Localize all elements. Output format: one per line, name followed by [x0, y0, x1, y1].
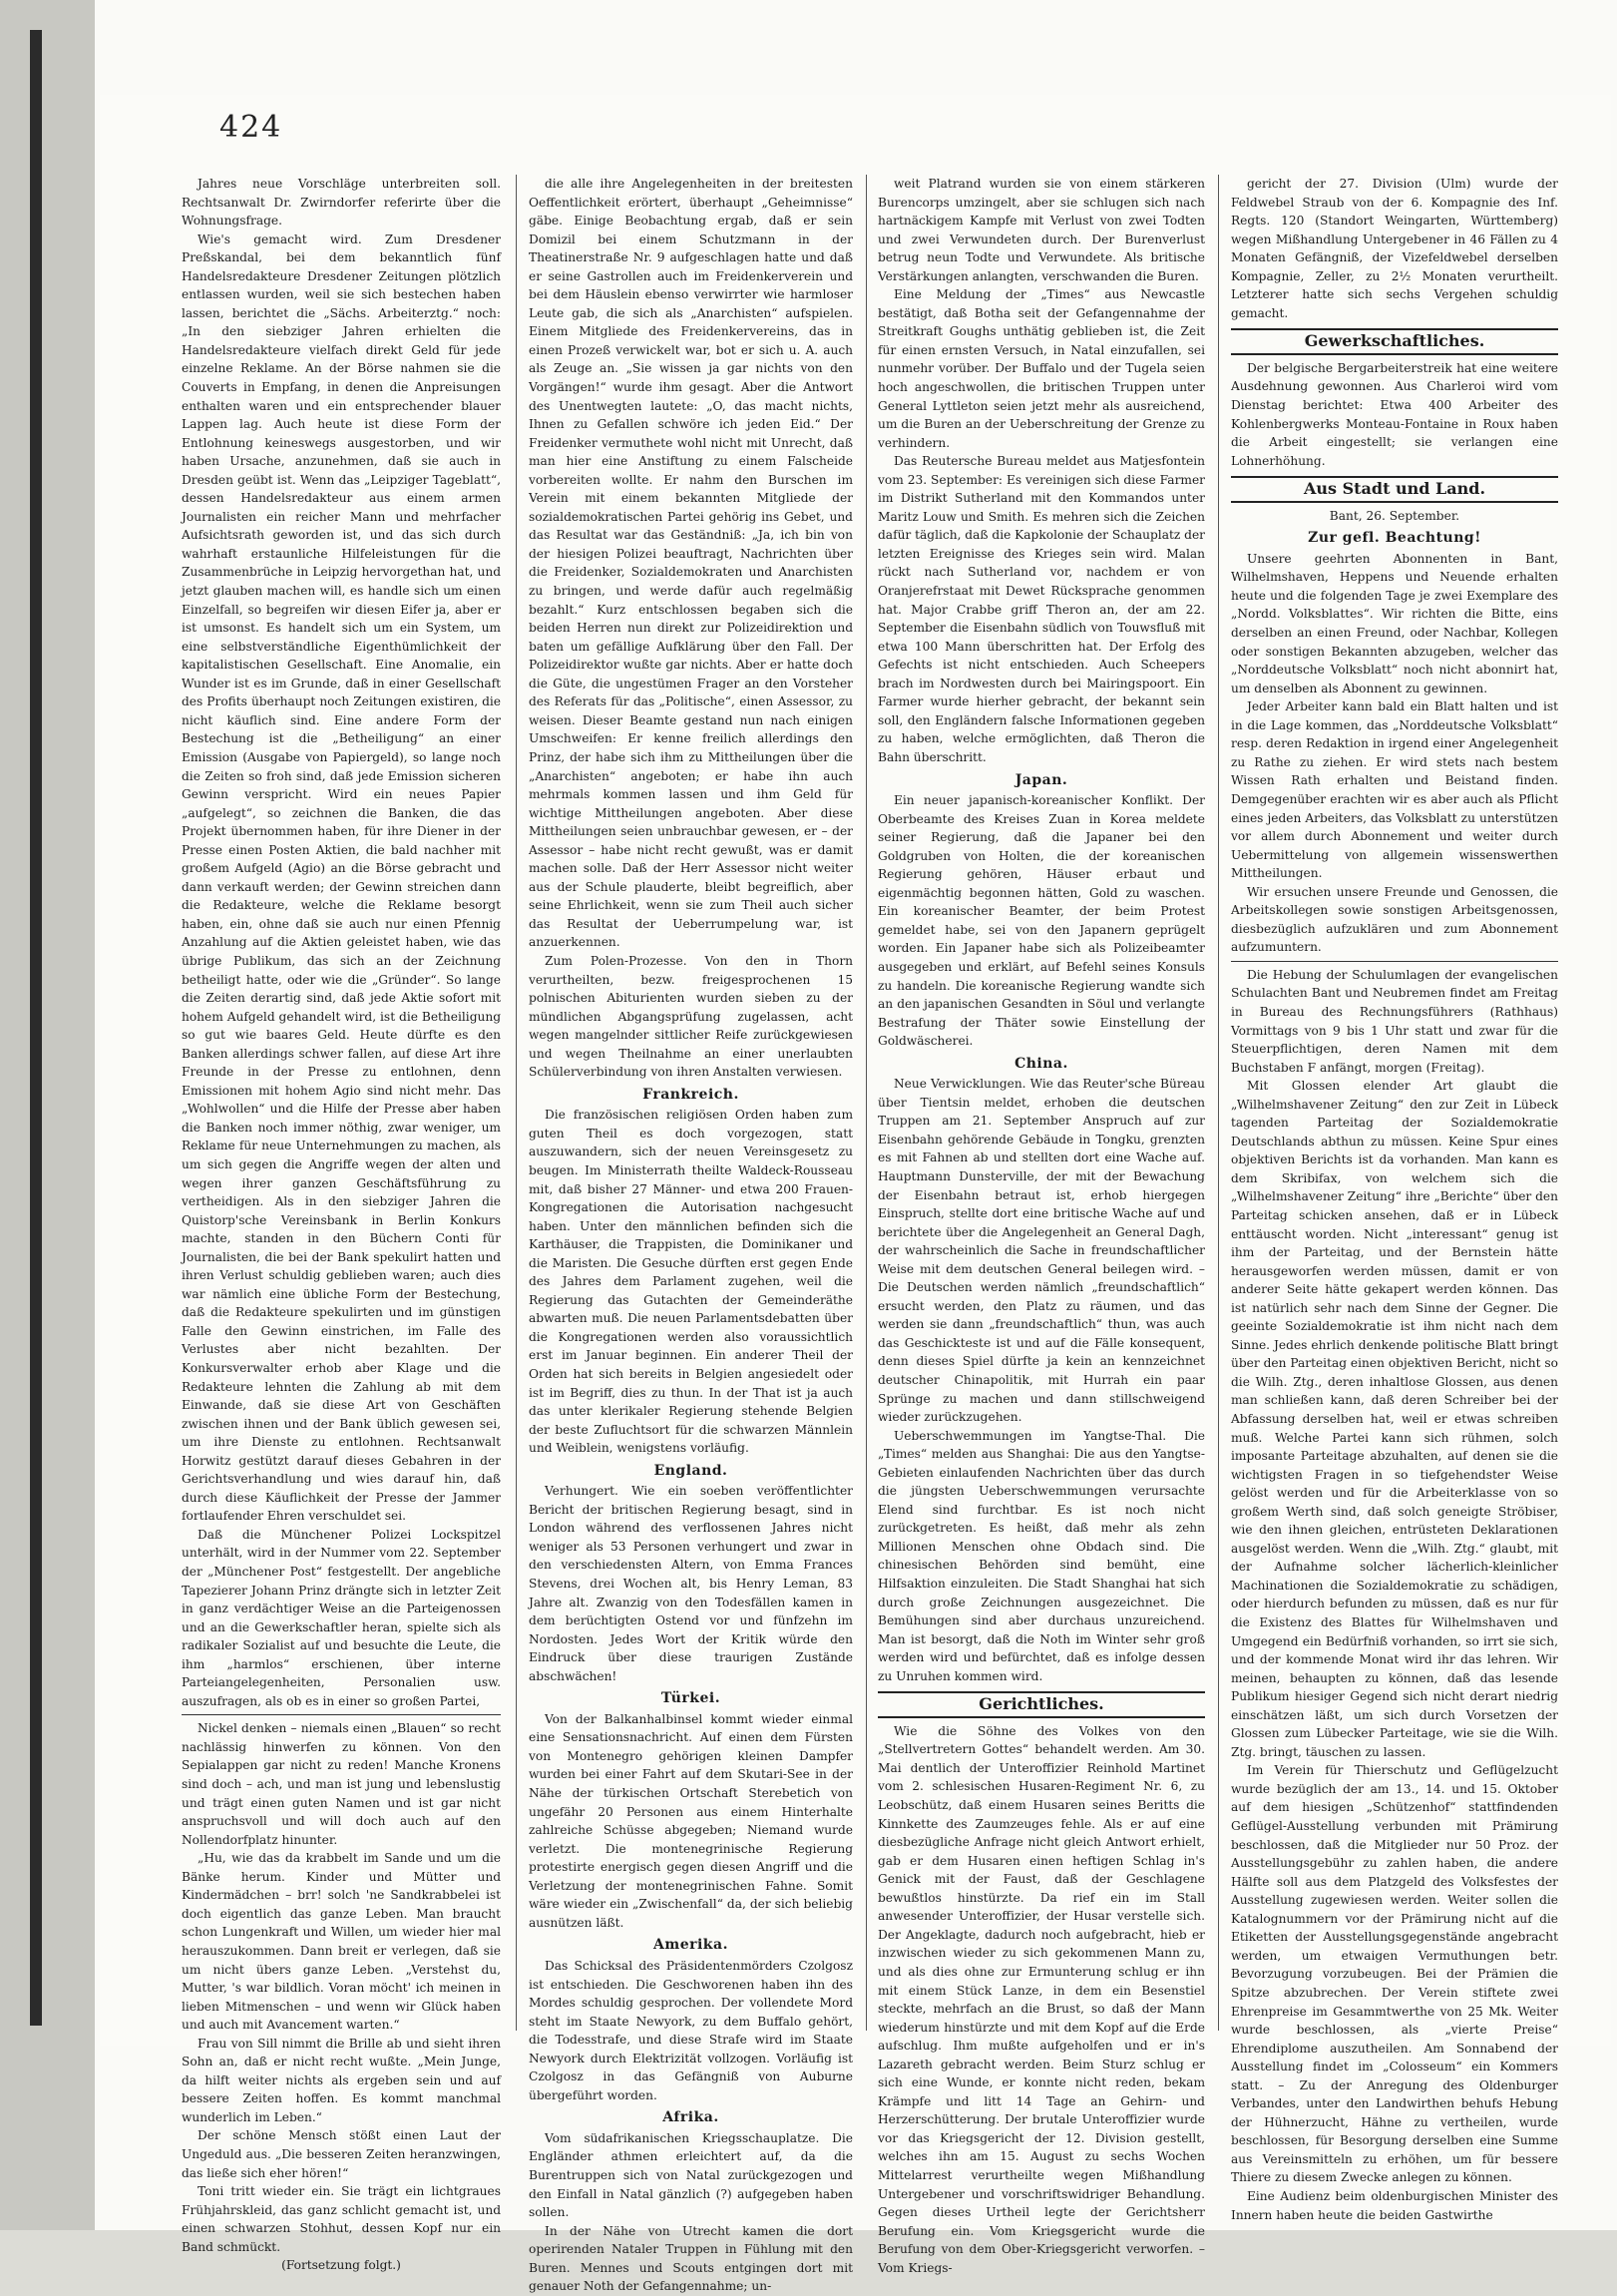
article-paragraph: Wie's gemacht wird. Zum Dresdener Preßskandal, bei dem bekanntlich fünf Handelsredakteure Dresdener Zeitungen plötzlich entlassen wurden, weil sie sich bestechen haben lassen, berichtet die „Sächs. Arbeiterztg.“ noch: „In den siebziger Jahren erhielten die Handelsredakteure vielfach direkt Geld für jede einzelne Reklame. An der Börse nahmen sie die Couverts in Empfang, in denen die Anpreisungen enthalten waren und ein entsprechender blauer Lappen lag. Auch heute ist diese Form der Entlohnung keineswegs ausgestorben, und wir haben Ursache, anzunehmen, daß sie auch in Dresden geübt ist. Wenn das „Leipziger Tageblatt“, dessen Handelsredakteur aus einem armen Journalisten ein reicher Mann und mehrfacher Aufsichtsrath geworden ist, und das sich durch wahrhaft erstaunliche Hilfeleistungen für die Zusammenbrüche in Leipzig hervorgethan hat, und jetzt glauben machen will, es handle sich um einen Einzelfall, so begreifen wir diesen Eifer ja, aber er ist umsonst. Es handelt sich um ein System, um eine selbstverständliche Eigenthümlichkeit der kapitalistischen Gesellschaft. Eine Anomalie, ein Wunder ist es im Grunde, daß in einer Gesellschaft des Profits überhaupt noch Zeitungen existiren, die nicht käuflich sind. Eine andere Form der Bestechung ist die „Betheiligung“ an einer Emission (Ausgabe von Papiergeld), so lange noch die Zeiten so froh sind, daß jede Emission sicheren Gewinn verspricht. Wird ein neues Papier „aufgelegt“, so zeichnen die Banken, die das Projekt übernommen haben, für ihre Diener in der Presse einen Posten Aktien, die bald nachher mit großem Aufgeld (Agio) an die Börse gebracht und dann verkauft werden; der Gewinn streichen dann die Redakteure, welche die Reklame besorgt haben, ein, ohne daß sie auch nur einen Pfennig Anzahlung auf die Aktien geleistet haben, wie das übrige Publikum, das sich an der Zeichnung betheiligt hatte, oder wie die „Gründer“. So lange die Zeiten derartig sind, daß jede Aktie sofort mit hohem Aufgeld gehandelt wird, ist die Betheiligung so gut wie baares Geld. Heute dürfte es den Banken allerdings schwer fallen, auf diese Art ihre Freunde in der Presse zu entlohnen, denn Emissionen mit hohem Agio sind nicht mehr. Das „Wohlwollen“ und die Hilfe der Presse aber haben die Banken noch immer nöthig, zwar weniger, um Reklame für neue Unternehmungen zu machen, als um sich gegen die Angriffe wegen der alten und wegen ihrer ganzen Geschäftsführung zu vertheidigen. Als in den siebziger Jahren die Quistorp'sche Vereinsbank in Berlin Konkurs machte, standen in den Büchern Conti für Journalisten, die bei der Bank spekulirt hatten und ihren Verlust schuldig geblieben waren; auch dies war nämlich eine übliche Form der Bestechung, daß die Redakteure spekulirten und im günstigen Falle den Gewinn einstrichen, im Falle des Verlustes aber nicht bezahlten. Der Konkursverwalter erhob aber Klage und die Redakteure lehnten die Zahlung ab mit dem Einwande, daß sie diese Art von Geschäften zwischen ihnen und der Bank üblich gewesen sei, um ihre Dienste zu entlohnen. Rechtsanwalt Horwitz gestützt darauf dieses Gebahren in der Gerichtsverhandlung und wies darauf hin, daß durch diese Käuflichkeit der Presse der Jammer fortlaufender Ehren verschuldet sei.: [182, 231, 501, 1524]
section-divider: [1231, 961, 1558, 962]
article-paragraph: Eine Audienz beim oldenburgischen Minister des Innern haben heute die beiden Gastwirthe: [1231, 2188, 1558, 2222]
column-4: [1231, 175, 1558, 2222]
book-binding-edge: [0, 0, 95, 2230]
centered-line: (Fortsetzung folgt.): [281, 2258, 401, 2273]
article-paragraph: Vom südafrikanischen Kriegsschauplatze. Die Engländer athmen erleichtert auf, da die Burentruppen sich von Natal zurückgezogen und den Einfall in Natal gänzlich (?) aufgegeben haben sollen.: [529, 2130, 853, 2220]
article-paragraph: Toni tritt wieder ein. Sie trägt ein lichtgraues Frühjahrskleid, das ganz schlicht gemacht ist, und einen schwarzen Stohhut, dessen Kopf nur ein Band schmückt.: [182, 2184, 501, 2254]
article-paragraph: Im Verein für Thierschutz und Geflügelzucht wurde bezüglich der am 13., 14. und 15. Oktober auf dem hiesigen „Schützenhof“ stattfindenden Geflügel-Ausstellung verbunden mit Prämirung beschlossen, daß die Mitglieder nur 50 Proz. der Ausstellungsgebühr zu zahlen haben, die andere Hälfte soll aus dem Platzgeld des Volksfestes der Ausstellung zugewiesen werden. Weiter sollen die Katalognummern vor der Prämirung nicht auf die Etiketten der Ausstellungsgegenstände angebracht werden, um etwaigen Vermuthungen betr. Bevorzugung vorzubeugen. Bei der Prämien die Spitze abzubrechen. Der Verein stiftete zwei Ehrenpreise im Gesammtwerthe von 25 Mk. Weiter wurde beschlossen, als „vierte Preise“ Ehrendiplome auszutheilen. Am Sonnabend der Ausstellung findet im „Colosseum“ ein Kommers statt. – Zu der Anregung des Oldenburger Verbandes, unter den Landwirthen behufs Hebung der Hühnerzucht, Hähne zu vertheilen, wurde beschlossen, für Besorgung derselben eine Summe aus Vereinsmitteln zu erhöhen, um für bessere Thiere zu diesem Zwecke anlegen zu können.: [1231, 1763, 1558, 2185]
page-number: 424: [219, 110, 283, 145]
section-heading: China.: [1014, 1055, 1068, 1072]
article-paragraph: Neue Verwicklungen. Wie das Reuter'sche Büreau über Tientsin meldet, erhoben die deutschen Truppen am 21. September Anspruch auf zur Eisenbahn gehörende Gebäude in Tongku, grenzten es mit Fahnen ab und stellten dort eine Wache auf. Hauptmann Dunsterville, der mit der Bewachung der Eisenbahn betraut ist, erhob hiergegen Einspruch, stellte dort eine britische Wache auf und berichtete über die Angelegenheit an General Dagh, der wahrscheinlich die Sache in freundschaftlicher Weise mit dem deutschen General beilegen wird. – Die Deutschen werden nämlich „freundschaftlich“ ersucht werden, den Platz zu räumen, und das werden sie dann „freundschaftlich“ thun, was auch das Geschickteste ist und auf die Fälle konsequent, denn dieses Spiel dürfte ja kein an kennzeichnet deutscher Chinapolitik, mit Hurrah ein paar Sprünge zu machen und dann stillschweigend wieder zurückzugehen.: [878, 1077, 1205, 1425]
article-paragraph: Frau von Sill nimmt die Brille ab und sieht ihren Sohn an, daß er nicht recht wußte. „Mein Junge, da hilft weiter nichts als ergeben sein und auf bessere Zeiten hoffen. Es kommt manchmal wunderlich im Leben.“: [182, 2036, 501, 2124]
article-paragraph: Jeder Arbeiter kann bald ein Blatt halten und ist in die Lage kommen, das „Norddeutsche Volksblatt“ resp. deren Redaktion in irgend einer Angelegenheit zu Rathe zu ziehen. Er wird stets nach bestem Wissen Rath erhalten und Beistand finden. Demgegenüber erachten wir es aber auch als Pflicht eines jeden Arbeiters, das Volksblatt zu unterstützen vor allem durch Abonnement und weiter durch Uebermittelung von allgemein wissenswerthen Mittheilungen.: [1231, 699, 1558, 881]
article-paragraph: weit Platrand wurden sie von einem stärkeren Burencorps umzingelt, aber sie schlugen sich nach hartnäckigem Kampfe mit Verlust von zwei Todten und zwei Verwundeten durch. Der Burenverlust betrug neun Todte und Verwundete. Als britische Verstärkungen anlangten, verschwanden die Buren.: [878, 177, 1205, 283]
column-divider: [516, 175, 517, 2031]
article-paragraph: Die französischen religiösen Orden haben zum guten Theil es doch vorgezogen, statt auszuwandern, sich der neuen Vereinsgesetz zu beugen. Im Ministerrath theilte Waldeck-Rousseau mit, daß bisher 27 Männer- und etwa 200 Frauen-Kongregationen die Autorisation nachgesucht haben. Unter den männlichen befinden sich die Karthäuser, die Trappisten, die Dominikaner und die Maristen. Die Gesuche dürften erst gegen Ende des Jahres dem Parlament zugehen, weil die Regierung das Gutachten der Gemeinderäthe abwarten muß. Die neuen Parlamentsdebatten über die Kongregationen werden also voraussichtlich erst im Januar beginnen. Ein anderer Theil der Orden hat sich bereits in Belgien angesiedelt oder ist im Begriff, dies zu thun. In der That ist ja auch das unter klerikaler Regierung stehende Belgien der beste Zufluchtsort für die schwarzen Männlein und Weiblein, wenigstens vorläufig.: [529, 1108, 853, 1456]
section-heading: Zur gefl. Beachtung!: [1308, 530, 1481, 547]
article-paragraph: „Hu, wie das da krabbelt im Sande und um die Bänke herum. Kinder und Mütter und Kindermädchen – brr! solch 'ne Sandkrabbelei ist doch eigentlich das ganze Leben. Man braucht schon Lungenkraft und Willen, um wieder hier mal herauszukommen. Dann breit er verlegen, daß sie um nicht übers ganze Leben. „Verstehst du, Mutter, 's war bildlich. Voran möcht' ich meinen in lieben Mitmenschen – und wenn wir Glück haben und auch mit Avancement warten.“: [182, 1851, 501, 2033]
article-paragraph: Verhungert. Wie ein soeben veröffentlichter Bericht der britischen Regierung besagt, sind in London während des verflossenen Jahres nicht weniger als 53 Personen verhungert und zwar in den verschiedensten Altern, von Emma Frances Stevens, drei Wochen alt, bis Henry Leman, 83 Jahre alt. Zwanzig von den Todesfällen kamen in dem berüchtigten Ostend vor und fünfzehn im Nordosten. Jedes Wort der Kritik würde den Eindruck über diese traurigen Zustände abschwächen!: [529, 1484, 853, 1683]
article-paragraph: Ueberschwemmungen im Yangtse-Thal. Die „Times“ melden aus Shanghai: Die aus den Yangtse-Gebieten einlaufenden Nachrichten über das durch die jüngsten Ueberschwemmungen verursachte Elend sind furchtbar. Es ist noch nicht zurückgetreten. Es heißt, daß mehr als zehn Millionen Menschen ohne Obdach sind. Die chinesischen Behörden sind bemüht, eine Hilfsaktion einzuleiten. Die Stadt Shanghai hat sich durch große Zeichnungen ausgezeichnet. Die Bemühungen sind aber durchaus unzureichend. Man ist besorgt, daß die Noth im Winter sehr groß werden wird und befürchtet, daß es infolge dessen zu Unruhen kommen wird.: [878, 1428, 1205, 1683]
article-paragraph: Der schöne Mensch stößt einen Laut der Ungeduld aus. „Die besseren Zeiten heranzwingen, das ließe sich eher hören!“: [182, 2128, 501, 2180]
column-1: [182, 175, 501, 2273]
article-paragraph: Das Schicksal des Präsidentenmörders Czolgosz ist entschieden. Die Geschworenen haben ihn des Mordes schuldig gesprochen. Der vollendete Mord steht im Staate Newyork, zu dem Buffalo gehört, die Todesstrafe, und diese Strafe wird im Staate Newyork durch Elektrizität vollzogen. Vorläufig ist Czolgosz in das Gefängniß von Auburne übergeführt worden.: [529, 1958, 853, 2102]
article-paragraph: Wir ersuchen unsere Freunde und Genossen, die Arbeitskollegen sowie sonstigen Arbeitsgenossen, diesbezüglich aufzuklären und zum Abonnement aufzumuntern.: [1231, 884, 1558, 955]
article-paragraph: Daß die Münchener Polizei Lockspitzel unterhält, wird in der Nummer vom 22. September der „Münchener Post“ festgestellt. Der angebliche Tapezierer Johann Prinz drängte sich in letzter Zeit in ganz verdächtiger Weise an die Parteigenossen und an die Gewerkschaftler heran, spielte sich als radikaler Sozialist auf und besuchte die Leute, die ihm „harmlos“ erschienen, über interne Parteiangelegenheiten, Personalien usw. auszufragen, als ob es in einer so großen Partei,: [182, 1527, 501, 1708]
article-paragraph: Die Hebung der Schulumlagen der evangelischen Schulachten Bant und Neubremen findet am Freitag in Bureau des Rechnungsführers (Rathhaus) Vormittags von 9 bis 1 Uhr statt und zwar für die Steuerpflichtigen, deren Namen mit dem Buchstaben F anfängt, morgen (Freitag).: [1231, 967, 1558, 1075]
article-paragraph: Eine Meldung der „Times“ aus Newcastle bestätigt, daß Botha seit der Gefangennahme der Streitkraft Goughs unthätig geblieben ist, die Zeit für einen ernsten Versuch, in Natal einzufallen, sei nunmehr vorüber. Der Buffalo und der Tugela seien hoch angeschwollen, die britischen Truppen unter General Lyttleton seien jetzt mehr als ausreichend, um die Buren an der Ueberschreitung der Grenze zu verhindern.: [878, 287, 1205, 450]
article-paragraph: Zum Polen-Prozesse. Von den in Thorn verurtheilten, bezw. freigesprochenen 15 polnischen Abiturienten wurden sieben zu der mündlichen Abgangsprüfung zugelassen, acht wegen mangelnder sittlicher Reife zurückgewiesen und wegen Theilnahme an einer unerlaubten Schülerverbindung von ihren Anstalten verwiesen.: [529, 953, 853, 1080]
section-heading: Frankreich.: [642, 1086, 739, 1103]
column-divider: [1218, 175, 1219, 2031]
binding-shadow: [30, 30, 42, 2026]
article-paragraph: Das Reutersche Bureau meldet aus Matjesfontein vom 23. September: Es vereinigen sich diese Farmer im Distrikt Sutherland mit den Kommandos unter Maritz Louw und Smith. Es mehren sich die Zeichen dafür täglich, daß die Kapkolonie der Schauplatz der letzten Ereignisse des Krieges sein wird. Malan rückt nach Sutherland vor, nachdem er von Oranjerefrstaat mit Dewet Rücksprache genommen hat. Major Crabbe griff Theron an, der am 22. September die Eisenbahn südlich von Touwsfluß mit etwa 100 Mann überschritten hat. Der Erfolg des Gefechts ist nicht entschieden. Auch Scheepers brach im Nordwesten durch bei Mairingspoort. Ein Farmer wurde hierher gebracht, der bekannt sein soll, den Engländern falsche Informationen gegeben zu haben, welche ermöglichten, daß Theron die Bahn überschritt.: [878, 454, 1205, 764]
section-heading: Amerika.: [653, 1937, 728, 1954]
article-paragraph: Von der Balkanhalbinsel kommt wieder einmal eine Sensationsnachricht. Auf einen dem Fürsten von Montenegro gehörigen kleinen Dampfer wurden bei einer Fahrt auf dem Skutari-See in der Nähe der türkischen Ortschaft Sterebetich von ungefähr 20 Personen aus einem Hinterhalte zahlreiche Schüsse abgegeben; Niemand wurde verletzt. Die montenegrinische Regierung protestirte energisch gegen diesen Angriff und die Verletzung der montenegrinischen Fahne. Somit wäre wieder ein „Zwischenfall“ da, der sich beliebig ausnützen läßt.: [529, 1711, 853, 1930]
column-divider: [866, 175, 867, 2031]
article-paragraph: Nickel denken – niemals einen „Blauen“ so recht nachlässig hinwerfen zu können. Von den Sepialappen gar nicht zu reden! Manche Kronens sind doch – ach, und man ist jung und lebenslustig und trägt einen guten Namen und ist gar nicht anspruchsvoll und will doch auch auf den Nollendorfplatz hinunter.: [182, 1721, 501, 1847]
section-heading: England.: [653, 1462, 728, 1479]
article-paragraph: Wie die Söhne des Volkes von den „Stellvertretern Gottes“ behandelt werden. Am 30. Mai dentlich der Unteroffizier Reinhold Martinet vom 2. schlesischen Husaren-Regiment Nr. 6, zu Leobschütz, daß einem Husaren seines Beritts die Kinnkette des Zaumzeuges fehle. Als er auf eine diesbezügliche Anfrage nicht gleich Antwort erhielt, gab er dem Husaren einen heftigen Schlag in's Genick mit der Faust, daß der Geschlagene bewußtlos hinstürzte. Da rief ein im Stall anwesender Unteroffizier, der Husar verstelle sich. Der Angeklagte, dadurch noch aufgebracht, hieb er inzwischen wieder zu sich gekommenen Mann zu, und als dies ohne zur Ermunterung schlug er ihn mit einem Stück Lanze, in dem ein Besenstiel steckte, mehrfach an die Brust, so daß der Mann wiederum hinstürzte und mit dem Kopf auf die Erde aufschlug. Ihm mußte aufgeholfen und er in's Lazareth gebracht werden. Beim Sturz schlug er sich eine Wunde, er konnte nicht reden, bekam Krämpfe und litt 14 Tage an Gehirn- und Herzerschütterung. Der brutale Unteroffizier wurde vor das Kriegsgericht der 12. Division gestellt, welches ihn am 15. August zu sechs Wochen Mittelarrest verurtheilte wegen Mißhandlung Untergebener und vorschriftswidriger Behandlung. Gegen dieses Urtheil legte der Gerichtsherr Berufung ein. Vom Kriegsgericht wurde die Berufung von dem Ober-Kriegsgericht verworfen. – Vom Kriegs-: [878, 1723, 1205, 2275]
section-heading: Afrika.: [662, 2109, 719, 2126]
article-paragraph: Der belgische Bergarbeiterstreik hat eine weitere Ausdehnung gewonnen. Aus Charleroi wird vom Dienstag berichtet: Etwa 400 Arbeiter des Kohlenbergwerks Monteau-Fontaine in Roux haben die Arbeit eingestellt; sie verlangen eine Lohnerhöhung.: [1231, 360, 1558, 468]
article-paragraph: Unsere geehrten Abonnenten in Bant, Wilhelmshaven, Heppens und Neuende erhalten heute und die folgenden Tage je zwei Exemplare des „Nordd. Volksblattes“. Wir richten die Bitte, eins derselben an einen Freund, oder Nachbar, Kollegen oder sonstigen Bekannten abzugeben, welcher das „Norddeutsche Volksblatt“ noch nicht abonnirt hat, um denselben als Abonnent zu gewinnen.: [1231, 551, 1558, 695]
section-heading: Japan.: [1014, 771, 1068, 788]
boxed-section-heading: Aus Stadt und Land.: [1231, 476, 1558, 503]
column-2: [529, 175, 853, 2294]
article-paragraph: Jahres neue Vorschläge unterbreiten soll. Rechtsanwalt Dr. Zwirndorfer referirte über die Wohnungsfrage.: [182, 177, 501, 229]
section-divider: [182, 1714, 501, 1715]
article-paragraph: Ein neuer japanisch-koreanischer Konflikt. Der Oberbeamte des Kreises Zuan in Korea meldete seiner Regierung, daß die Japaner bei den Goldgruben von Holten, die der koreanischen Regierung gehören, Häuser erbaut und eigenmächtig begonnen hätten, Gold zu waschen. Ein koreanischer Beamter, der beim Protest gemeldet habe, sei von den Japanern geprügelt worden. Ein Japaner habe sich als Polizeibeamter ausgegeben und erklärt, auf Befehl seines Konsuls zu handeln. Die koreanische Regierung wandte sich an den japanischen Gesandten in Söul und verlangte Bestrafung der Thäter sowie Einstellung der Goldwäscherei.: [878, 793, 1205, 1049]
centered-line: Bant, 26. September.: [1329, 508, 1460, 523]
boxed-section-heading: Gerichtliches.: [878, 1691, 1205, 1718]
section-heading: Türkei.: [660, 1690, 721, 1707]
column-3: [878, 175, 1205, 2275]
article-paragraph: gericht der 27. Division (Ulm) wurde der Feldwebel Straub von der 6. Kompagnie des Inf. Regts. 120 (Standort Weingarten, Württemberg) wegen Mißhandlung Untergebener in 46 Fällen zu 4 Monaten Gefängniß, der Vizefeldwebel derselben Kompagnie, Zeller, zu 2½ Monaten verurtheilt. Letzterer hatte sich sechs Vergehen schuldig gemacht.: [1231, 177, 1558, 320]
article-paragraph: Mit Glossen elender Art glaubt die „Wilhelmshavener Zeitung“ den zur Zeit in Lübeck tagenden Parteitag der Sozialdemokratie Deutschlands abthun zu müssen. Keine Spur eines objektiven Berichts ist da vorhanden. Man kann es dem Skribifax, von welchem sich die „Wilhelmshavener Zeitung“ ihre „Berichte“ über den Parteitag schicken ansehen, daß er in Lübeck enttäuscht worden. Nicht „interessant“ genug ist ihm der Parteitag, und der Bernstein hätte herausgeworfen werden müssen, damit er von anderer Seite hätte gekapert werden können. Das ist natürlich sehr nach dem Sinne der Gegner. Die geeinte Sozialdemokratie ist ihm nicht nach dem Sinne. Jedes ehrlich denkende politische Blatt bringt über den Parteitag einen objektiven Bericht, nicht so die Wilh. Ztg., deren inhaltlose Glossen, aus denen man schließen kann, daß deren Schreiber bei der Abfassung derselben hat, weil er etwas schreiben muß. Welche Partei kann sich rühmen, solch imposante Parteitage abzuhalten, auf denen sie die wichtigsten Fragen in so tiefgehendster Weise gelöst werden und für die Arbeiterklasse von so großem Werth sind, daß solch geneigte Ströbiser, wie den ihnen gleichen, entrüsteten Deklarationen ausgelöst werden. Wenn die „Wilh. Ztg.“ glaubt, mit der Aufnahme solcher lächerlich-kleinlicher Machinationen die Sozialdemokratie zu schädigen, oder hierdurch befunden zu müssen, daß es nur für die Existenz des Blattes für Wilhelmshaven und Umgegend ein Bedürfniß vorhanden, so irrt sie sich, und der kommende Monat wird ihr das lehren. Wir meinen, behaupten zu können, daß das lesende Publikum hiesiger Gegend sich nicht derart niedrig einschätzen läßt, um sich durch Vorsetzen der Glossen zum Lübecker Parteitage, wie sie die Wilh. Ztg. bringt, täuschen zu lassen.: [1231, 1079, 1558, 1759]
boxed-section-heading: Gewerkschaftliches.: [1231, 328, 1558, 355]
article-paragraph: In der Nähe von Utrecht kamen die dort operirenden Nataler Truppen in Fühlung mit den Buren. Mennes und Scouts entgingen dort mit genauer Noth der Gefangennahme; un-: [529, 2223, 853, 2294]
article-paragraph: die alle ihre Angelegenheiten in der breitesten Oeffentlichkeit erörtert, überhaupt „Geheimnisse“ gäbe. Einige Beobachtung ergab, daß er sein Domizil bei einem Schutzmann in der Theatinerstraße Nr. 9 aufgeschlagen hatte und daß er seine Gastrollen auch im Freidenkerverein und bei dem Häuslein ebenso verwirrter wie harmloser Leute gab, die sich als „Anarchisten“ aufspielen. Einem Mitgliede des Freidenkervereins, das in einen Prozeß verwickelt war, bot er sich u. A. auch als Zeuge an. „Sie wissen ja gar nichts von den Vorgängen!“ wurde ihm gesagt. Aber die Antwort des Unentwegten lautete: „O, das macht nichts, Ihnen zu Gefallen schwöre ich jeden Eid.“ Der Freidenker vermuthete wohl nicht mit Unrecht, daß man hier eine Anstiftung zu einem Falscheide vorbereiten wollte. Er nahm den Burschen im Verein mit einem bekannten Mitgliede der sozialdemokratischen Partei gehörig ins Gebet, und das Resultat war das Geständniß: „Ja, ich bin von der hiesigen Polizei beauftragt, Nachrichten über die Freidenker, Sozialdemokraten und Anarchisten zu bringen, und werde dafür auch regelmäßig bezahlt.“ Kurz entschlossen begaben sich die beiden Herren nun direkt zur Polizeidirektion und baten um gefällige Aufklärung über den Fall. Der Polizeidirektor wußte gar nichts. Aber er hatte doch die Güte, die ungestümen Frager an den Vorsteher des Referats für das „Politische“, einen Assessor, zu weisen. Dieser Beamte gestand nun nach einigen Umschweifen: Er kenne freilich allerdings den Prinz, der habe sich ihm zu Mittheilungen über die „Anarchisten“ angeboten; er habe ihn auch mehrmals kommen lassen und ihm Geld für wichtige Mittheilungen angeboten. Aber diese Mittheilungen seien unbrauchbar gewesen, er – der Assessor – habe nicht recht gewußt, was er damit machen solle. Daß der Herr Assessor nicht weiter aus der Schule plauderte, bleibt begreiflich, aber seine Ehrlichkeit, wenn sie zum Theil auch sicher das Resultat der Ueberrumpelung war, ist anzuerkennen.: [529, 177, 853, 950]
